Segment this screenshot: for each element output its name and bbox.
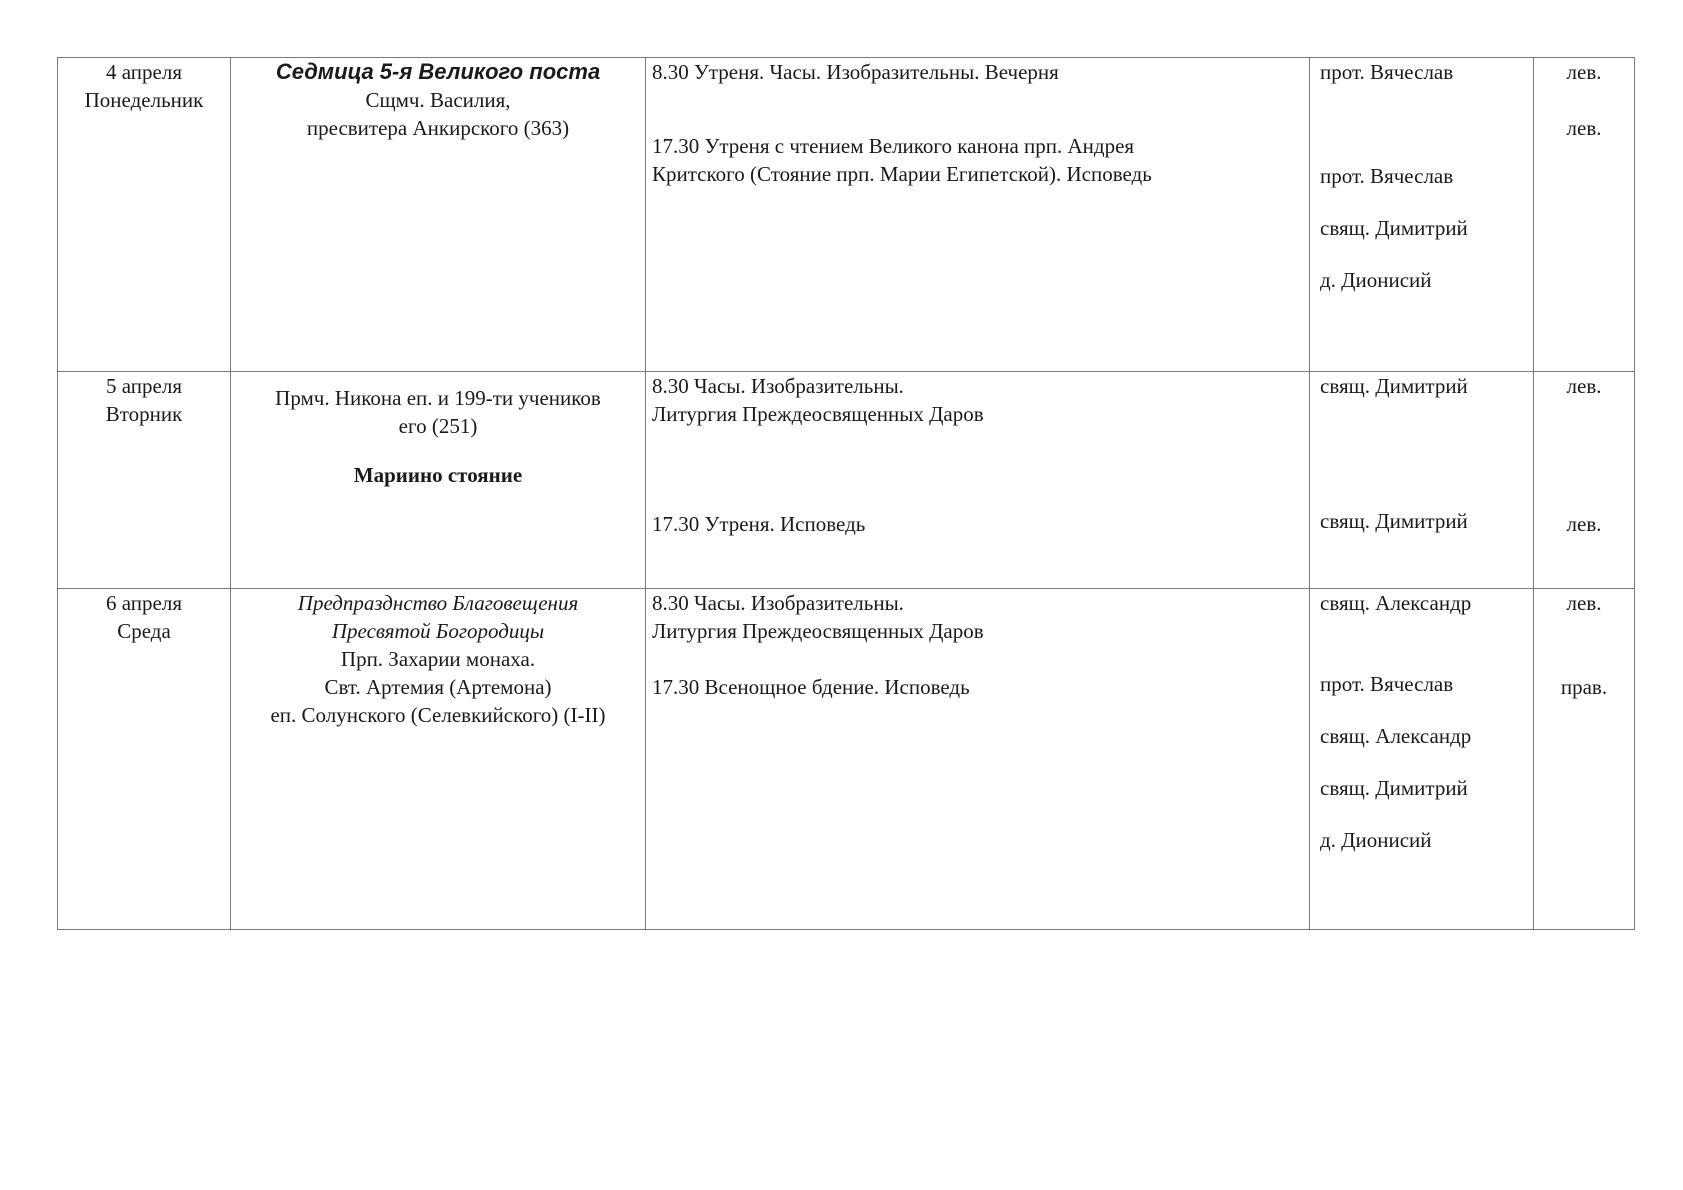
choir-label: лев.: [1566, 116, 1602, 140]
feast-line: его (251): [398, 414, 478, 438]
feast-line: еп. Солунского (Селевкийского) (I-II): [270, 703, 606, 727]
clergy-name: д. Дионисий: [1320, 268, 1432, 292]
choir-label: лев.: [1566, 374, 1602, 398]
clergy-name: свящ. Димитрий: [1320, 776, 1468, 800]
feast-line: Прмч. Никона еп. и 199-ти учеников: [275, 386, 601, 410]
date: 6 апреля: [106, 591, 182, 615]
feast-heading: Седмица 5-я Великого поста: [275, 59, 601, 84]
weekday: Вторник: [105, 402, 183, 426]
table-row: [58, 58, 1635, 372]
date-cell: [58, 58, 231, 372]
date-cell: [58, 372, 231, 589]
choir-cell: [1534, 589, 1635, 930]
feast-forefeast-line: Пресвятой Богородицы: [331, 619, 545, 643]
clergy-name: д. Дионисий: [1320, 828, 1432, 852]
feast-cell: [231, 372, 646, 589]
schedule-table: [57, 57, 1635, 930]
clergy-name: свящ. Димитрий: [1320, 509, 1468, 533]
service-line: Литургия Преждеосвященных Даров: [652, 402, 984, 426]
service-line: Литургия Преждеосвященных Даров: [652, 619, 984, 643]
service-cell: [646, 372, 1310, 589]
date-cell: [58, 589, 231, 930]
service-line: 8.30 Утреня. Часы. Изобразительны. Вечерня: [652, 60, 1059, 84]
clergy-name: свящ. Димитрий: [1320, 216, 1468, 240]
clergy-name: свящ. Александр: [1320, 591, 1472, 615]
choir-cell: [1534, 58, 1635, 372]
clergy-name: свящ. Димитрий: [1320, 374, 1468, 398]
service-line: Критского (Стояние прп. Марии Египетской). Исповедь: [652, 162, 1152, 186]
weekday: Среда: [117, 619, 171, 643]
feast-line: Прп. Захарии монаха.: [340, 647, 536, 671]
clergy-cell: [1310, 58, 1534, 372]
choir-label: лев.: [1566, 60, 1602, 84]
feast-line: Свт. Артемия (Артемона): [324, 675, 552, 699]
service-line: 17.30 Утреня с чтением Великого канона прп. Андрея: [652, 134, 1135, 158]
choir-label: лев.: [1566, 591, 1602, 615]
feast-line: пресвитера Анкирского (363): [306, 116, 570, 140]
choir-label: прав.: [1560, 675, 1608, 699]
feast-cell: [231, 589, 646, 930]
choir-label: лев.: [1566, 512, 1602, 536]
feast-forefeast-line: Предпразднство Благовещения: [297, 591, 579, 615]
clergy-name: прот. Вячеслав: [1320, 672, 1454, 696]
date: 4 апреля: [106, 60, 182, 84]
table-row: [58, 372, 1635, 589]
clergy-name: прот. Вячеслав: [1320, 60, 1454, 84]
date: 5 апреля: [106, 374, 182, 398]
clergy-cell: [1310, 589, 1534, 930]
service-line: 17.30 Всенощное бдение. Исповедь: [652, 675, 970, 699]
feast-line: Сщмч. Василия,: [365, 88, 511, 112]
service-line: 8.30 Часы. Изобразительны.: [652, 374, 904, 398]
weekday: Понедельник: [84, 88, 204, 112]
clergy-name: свящ. Александр: [1320, 724, 1472, 748]
service-line: 17.30 Утреня. Исповедь: [652, 512, 866, 536]
table-row: [58, 589, 1635, 930]
clergy-name: прот. Вячеслав: [1320, 164, 1454, 188]
service-cell: [646, 589, 1310, 930]
feast-note: Мариино стояние: [353, 463, 523, 487]
choir-cell: [1534, 372, 1635, 589]
service-cell: [646, 58, 1310, 372]
clergy-cell: [1310, 372, 1534, 589]
service-line: 8.30 Часы. Изобразительны.: [652, 591, 904, 615]
feast-cell: [231, 58, 646, 372]
